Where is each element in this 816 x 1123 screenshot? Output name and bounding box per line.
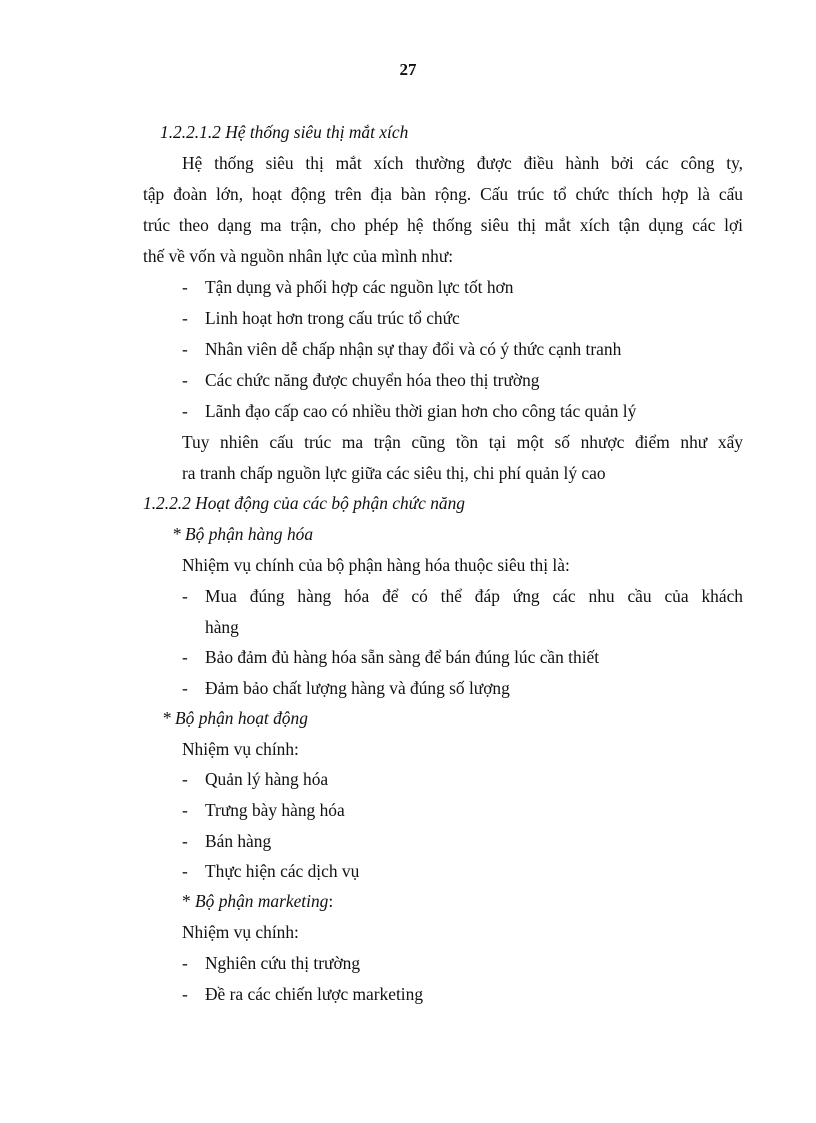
bullet-marker: - <box>182 953 188 973</box>
subheading-goods-department: * Bộ phận hàng hóa <box>172 524 314 544</box>
bullet-marker: - <box>182 277 188 297</box>
paragraph-line: Nhiệm vụ chính: <box>182 922 299 942</box>
list-item: Bán hàng <box>205 831 272 851</box>
list-item: Trưng bày hàng hóa <box>205 800 345 820</box>
paragraph-line: thế về vốn và nguồn nhân lực của mình như: <box>143 246 454 266</box>
bullet-marker: - <box>182 339 188 359</box>
bullet-marker: - <box>182 370 188 390</box>
bullet-marker: - <box>182 831 188 851</box>
subheading-colon: : <box>328 891 334 911</box>
bullet-marker: - <box>182 647 188 667</box>
list-item: Mua đúng hàng hóa để có thể đáp ứng các nhu cầu của khách <box>205 586 743 606</box>
bullet-marker: - <box>182 769 188 789</box>
bullet-marker: - <box>182 800 188 820</box>
list-item: Nhân viên dễ chấp nhận sự thay đổi và có ý thức cạnh tranh <box>205 339 622 359</box>
list-item: Đảm bảo chất lượng hàng và đúng số lượng <box>205 678 510 698</box>
bullet-marker: - <box>182 678 188 698</box>
paragraph-line: Tuy nhiên cấu trúc ma trận cũng tồn tại một số nhược điểm như xẩy <box>182 432 743 452</box>
bullet-marker: - <box>182 308 188 328</box>
list-item: Thực hiện các dịch vụ <box>205 861 360 881</box>
list-item: Đề ra các chiến lược marketing <box>205 984 424 1004</box>
list-item: Bảo đảm đủ hàng hóa sẵn sàng để bán đúng lúc cần thiết <box>205 647 600 667</box>
paragraph-line: Nhiệm vụ chính của bộ phận hàng hóa thuộc siêu thị là: <box>182 555 570 575</box>
paragraph-line: trúc theo dạng ma trận, cho phép hệ thống siêu thị mắt xích tận dụng các lợi <box>143 215 743 235</box>
list-item-continuation: hàng <box>205 617 239 637</box>
subheading-star: * <box>182 891 196 911</box>
subheading-text: Bộ phận marketing <box>195 891 329 911</box>
list-item: Nghiên cứu thị trường <box>205 953 361 973</box>
page-number: 27 <box>399 60 417 79</box>
paragraph-line: tập đoàn lớn, hoạt động trên địa bàn rộng. Cấu trúc tổ chức thích hợp là cấu <box>143 184 743 204</box>
section-heading-chain-supermarket: 1.2.2.1.2 Hệ thống siêu thị mắt xích <box>160 122 409 142</box>
bullet-marker: - <box>182 984 188 1004</box>
list-item: Quản lý hàng hóa <box>205 769 329 789</box>
paragraph-line: Nhiệm vụ chính: <box>182 739 299 759</box>
subheading-marketing-department <box>182 890 333 912</box>
list-item: Linh hoạt hơn trong cấu trúc tổ chức <box>205 308 460 328</box>
section-heading-functional-departments: 1.2.2.2 Hoạt động của các bộ phận chức năng <box>143 493 465 513</box>
list-item: Tận dụng và phối hợp các nguồn lực tốt hơn <box>205 277 514 297</box>
paragraph-line: ra tranh chấp nguồn lực giữa các siêu thị, chi phí quản lý cao <box>182 463 606 483</box>
list-item: Lãnh đạo cấp cao có nhiều thời gian hơn cho công tác quản lý <box>205 401 637 421</box>
bullet-marker: - <box>182 401 188 421</box>
bullet-marker: - <box>182 586 188 606</box>
paragraph-line: Hệ thống siêu thị mắt xích thường được điều hành bởi các công ty, <box>182 153 743 173</box>
bullet-marker: - <box>182 861 188 881</box>
list-item: Các chức năng được chuyển hóa theo thị trường <box>205 370 540 390</box>
subheading-operations-department: * Bộ phận hoạt động <box>162 708 308 728</box>
